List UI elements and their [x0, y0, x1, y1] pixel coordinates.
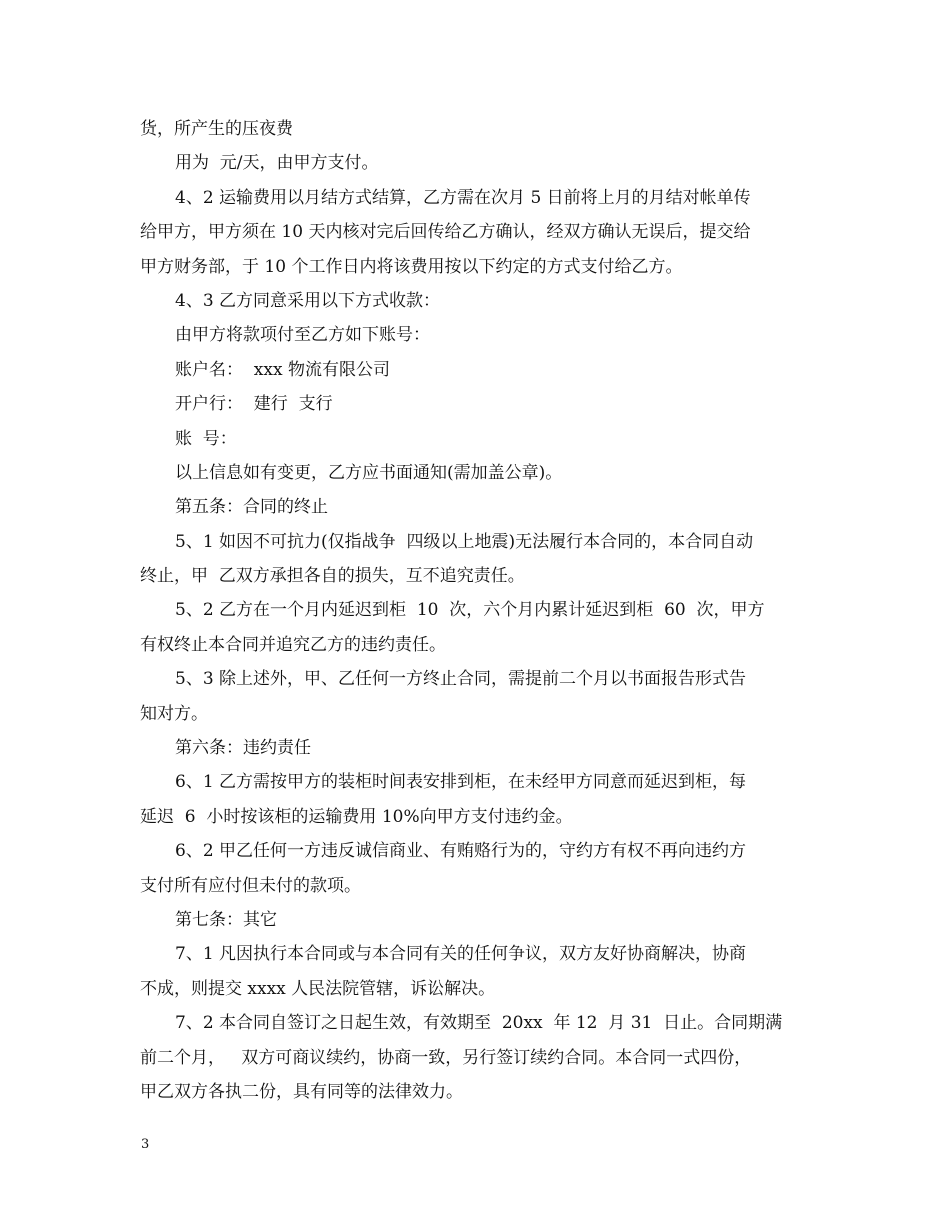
document-line: 支付所有应付但未付的款项。: [140, 875, 361, 896]
document-line: 知对方。: [140, 703, 208, 724]
document-line: 以上信息如有变更，乙方应书面通知(需加盖公章)。: [175, 462, 563, 483]
document-line: 7、1 凡因执行本合同或与本合同有关的任何争议，双方友好协商解决，协商: [175, 944, 747, 965]
document-line: 6、1 乙方需按甲方的装柜时间表安排到柜，在未经甲方同意而延迟到柜，每: [175, 772, 747, 793]
document-line: 用为 元/天，由甲方支付。: [175, 153, 379, 174]
document-line: 终止，甲 乙双方承担各自的损失，互不追究责任。: [140, 566, 525, 587]
document-line: 5、1 如因不可抗力(仅指战争 四级以上地震)无法履行本合同的，本合同自动: [175, 531, 754, 552]
section-heading: 第五条：合同的终止: [175, 497, 328, 518]
document-line: 前二个月， 双方可商议续约，协商一致，另行签订续约合同。本合同一式四份，: [140, 1047, 752, 1068]
document-line: 4、3 乙方同意采用以下方式收款：: [175, 290, 441, 311]
document-line: 不成，则提交 xxxx 人民法院管辖，诉讼解决。: [140, 978, 496, 999]
document-line: 开户行： 建行 支行: [175, 394, 333, 415]
document-line: 7、2 本合同自签订之日起生效，有效期至 20xx 年 12 月 31 日止。合同期满: [175, 1013, 783, 1034]
section-heading: 第七条：其它: [175, 909, 277, 930]
document-line: 账户名： xxx 物流有限公司: [175, 359, 390, 380]
page-number: 3: [141, 1137, 150, 1152]
document-line: 4、2 运输费用以月结方式结算，乙方需在次月 5 日前将上月的月结对帐单传: [175, 187, 751, 208]
document-line: 6、2 甲乙任何一方违反诚信商业、有贿赂行为的，守约方有权不再向违约方: [175, 841, 747, 862]
document-line: 延迟 6 小时按该柜的运输费用 10%向甲方支付违约金。: [140, 806, 573, 827]
document-line: 给甲方，甲方须在 10 天内核对完后回传给乙方确认，经双方确认无误后，提交给: [140, 222, 751, 243]
document-line: 甲乙双方各执二份，具有同等的法律效力。: [140, 1081, 463, 1102]
document-line: 5、3 除上述外，甲、乙任何一方终止合同，需提前二个月以书面报告形式告: [175, 669, 747, 690]
document-line: 账 号：: [175, 428, 237, 449]
document-line: 货，所产生的压夜费: [140, 119, 293, 139]
document-line: 有权终止本合同并追究乙方的违约责任。: [140, 634, 446, 655]
document-line: 由甲方将款项付至乙方如下账号：: [175, 325, 430, 346]
document-body: [140, 112, 812, 1109]
section-heading: 第六条：违约责任: [175, 738, 311, 759]
document-line: 5、2 乙方在一个月内延迟到柜 10 次，六个月内累计延迟到柜 60 次，甲方: [175, 600, 765, 621]
document-line: 甲方财务部，于 10 个工作日内将该费用按以下约定的方式支付给乙方。: [140, 256, 683, 277]
